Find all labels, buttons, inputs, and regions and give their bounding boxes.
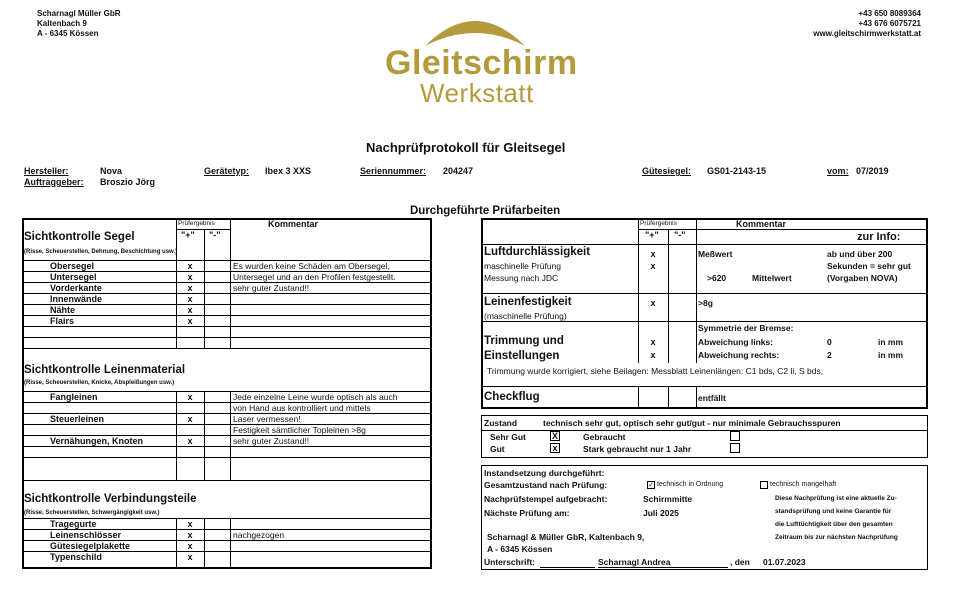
luft-line2: Messung nach JDC bbox=[484, 273, 559, 283]
geraetetyp-value: Ibex 3 XXS bbox=[265, 166, 312, 176]
item-name: Innenwände bbox=[50, 294, 103, 304]
item-name: Tragegurte bbox=[50, 519, 97, 529]
vom-value: 07/2019 bbox=[856, 166, 889, 176]
item-result: x bbox=[187, 305, 193, 315]
website: www.gleitschirmwerkstatt.at bbox=[813, 29, 921, 38]
trimm-links: Abweichung links: bbox=[698, 337, 774, 347]
luft-info3: (Vorgaben NOVA) bbox=[827, 273, 898, 283]
item-name: Fangleinen bbox=[50, 392, 98, 402]
item-name: Obersegel bbox=[50, 261, 95, 271]
right-plus-header: "+" bbox=[645, 230, 659, 240]
gut-checkbox[interactable]: x bbox=[550, 443, 560, 453]
left-minus-header: "-" bbox=[209, 230, 221, 240]
check-val: entfällt bbox=[698, 393, 726, 403]
item-name: Leinenschlösser bbox=[50, 530, 122, 540]
next-value: Juli 2025 bbox=[643, 508, 679, 518]
item-name: Steuerleinen bbox=[50, 414, 105, 424]
trimm-links-val: 0 bbox=[827, 337, 832, 347]
left-kommentar-header: Kommentar bbox=[268, 219, 319, 229]
left-plus-header: "+" bbox=[181, 230, 195, 240]
next-label: Nächste Prüfung am: bbox=[484, 508, 570, 518]
item-comment: Laser vermessen! bbox=[233, 414, 301, 424]
zustand-stark: Stark gebraucht nur 1 Jahr bbox=[583, 444, 692, 454]
segel-subtitle: (Risse, Scheuerstellen, Dehnung, Beschichtung usw.) bbox=[24, 249, 178, 255]
ort: A - 6345 Kössen bbox=[487, 544, 553, 554]
trimm-title1: Trimmung und bbox=[484, 335, 564, 347]
note-line3: die Lufttüchtigkeit über den gesamten bbox=[775, 521, 893, 528]
luft-x2: x bbox=[650, 261, 656, 271]
item-result: x bbox=[187, 436, 193, 446]
instand-title: Instandsetzung durchgeführt: bbox=[484, 468, 605, 478]
item-result: x bbox=[187, 261, 193, 271]
zustand-gebraucht: Gebraucht bbox=[583, 432, 626, 442]
trimm-unit-1: in mm bbox=[878, 337, 904, 347]
trimm-unit-2: in mm bbox=[878, 350, 904, 360]
firma: Scharnagl & Müller GbR, Kaltenbach 9, bbox=[487, 532, 645, 542]
ok-label: technisch in Ordnung bbox=[657, 481, 724, 488]
hersteller-label: Hersteller: bbox=[24, 166, 69, 176]
ok-checkbox[interactable]: ✓ bbox=[648, 482, 654, 489]
item-result: x bbox=[187, 392, 193, 402]
festig-sub: (maschinelle Prüfung) bbox=[484, 311, 567, 321]
right-minus-header: "-" bbox=[674, 230, 686, 240]
guete-label: Gütesiegel: bbox=[642, 166, 692, 176]
phone-1: +43 650 8089364 bbox=[858, 9, 921, 18]
segel-title: Sichtkontrolle Segel bbox=[24, 231, 135, 243]
logo-line-1: Gleitschirm bbox=[385, 44, 578, 82]
item-result: x bbox=[187, 272, 193, 282]
item-comment: nachgezogen bbox=[233, 530, 285, 540]
trimm-x1: x bbox=[650, 337, 656, 347]
page-title: Nachprüfprotokoll für Gleitsegel bbox=[366, 140, 566, 155]
zustand-desc: technisch sehr gut, optisch sehr gut/gut - nur minimale Gebrauchsspuren bbox=[543, 418, 841, 428]
luft-messwert: Meßwert bbox=[698, 249, 733, 259]
sehrgut-checkbox[interactable]: X bbox=[551, 431, 558, 441]
note-line4: Zeitraum bis zur nächsten Nachprüfung bbox=[775, 534, 898, 541]
info-header: zur Info: bbox=[857, 231, 901, 243]
note-line2: standsprüfung und keine Garantie für bbox=[775, 508, 892, 515]
festig-val: >8g bbox=[698, 298, 713, 308]
item-comment: sehr guter Zustand!! bbox=[233, 436, 310, 446]
trimm-rechts-val: 2 bbox=[827, 350, 832, 360]
item-result: x bbox=[187, 530, 193, 540]
item-comment: Jede einzelne Leine wurde optisch als auch bbox=[233, 392, 398, 402]
serien-value: 204247 bbox=[443, 166, 474, 176]
trimm-x2: x bbox=[650, 350, 656, 360]
item-name: Typenschild bbox=[50, 552, 102, 562]
luft-mittelwert: Mittelwert bbox=[752, 273, 792, 283]
luft-info1: ab und über 200 bbox=[827, 249, 893, 259]
stark-checkbox[interactable] bbox=[730, 443, 740, 453]
luft-x1: x bbox=[650, 249, 656, 259]
item-result: x bbox=[187, 283, 193, 293]
item-name: Nähte bbox=[50, 305, 76, 315]
note-line1: Diese Nachprüfung ist eine aktuelle Zu- bbox=[775, 495, 897, 502]
den-label: , den bbox=[730, 557, 750, 567]
vom-label: vom: bbox=[827, 166, 849, 176]
trimm-note: Trimmung wurde korrigiert, siehe Beilagen: Messblatt Leinenlängen: C1 bds, C2 li, S bds; bbox=[487, 366, 824, 376]
luft-line1: maschinelle Prüfung bbox=[484, 261, 562, 271]
item-comment: von Hand aus kontrolliert und mittels bbox=[233, 403, 371, 413]
mangel-checkbox[interactable] bbox=[760, 481, 768, 489]
item-result: x bbox=[187, 552, 193, 562]
item-name: Vorderkante bbox=[50, 283, 102, 293]
hersteller-value: Nova bbox=[100, 166, 123, 176]
guete-value: GS01-2143-15 bbox=[707, 166, 767, 176]
item-result: x bbox=[187, 414, 193, 424]
item-result: x bbox=[187, 519, 193, 529]
section-title: Durchgeführte Prüfarbeiten bbox=[410, 205, 561, 217]
luft-wert: >620 bbox=[707, 273, 727, 283]
leinen-subtitle: (Risse, Scheuerstellen, Knicke, Abspleißungen usw.) bbox=[24, 380, 175, 386]
item-name: Gütesiegelplakette bbox=[50, 541, 131, 551]
unterschrift-label: Unterschrift: bbox=[484, 557, 536, 567]
auftraggeber-value: Broszio Jörg bbox=[100, 177, 156, 187]
luft-title: Luftdurchlässigkeit bbox=[484, 246, 591, 258]
mangel-label: technisch mangelhaft bbox=[770, 481, 837, 488]
gebraucht-checkbox[interactable] bbox=[730, 431, 740, 441]
luft-info2: Sekunden = sehr gut bbox=[827, 261, 911, 271]
trimm-rechts: Abweichung rechts: bbox=[698, 350, 780, 360]
trimm-title2: Einstellungen bbox=[484, 350, 560, 362]
festig-title: Leinenfestigkeit bbox=[484, 296, 572, 308]
logo-line-2: Werkstatt bbox=[420, 78, 534, 108]
item-name: Untersegel bbox=[50, 272, 97, 282]
right-pruef-label: Prüfergebnis bbox=[640, 220, 677, 227]
item-comment: sehr guter Zustand!! bbox=[233, 283, 310, 293]
leinen-title: Sichtkontrolle Leinenmaterial bbox=[24, 364, 186, 376]
item-comment: Es wurden keine Schäden am Obersegel, bbox=[233, 261, 390, 271]
item-comment: Untersegel und an den Profilen festgestellt. bbox=[233, 272, 396, 282]
phone-2: +43 676 6075721 bbox=[858, 19, 921, 28]
item-result: x bbox=[187, 541, 193, 551]
festig-x: x bbox=[650, 298, 656, 308]
datum: 01.07.2023 bbox=[763, 557, 806, 567]
item-name: Flairs bbox=[50, 316, 75, 326]
gesamt-label: Gesamtzustand nach Prüfung: bbox=[484, 480, 608, 490]
verbind-subtitle: (Risse, Scheuerstellen, Schwergängigkeit usw.) bbox=[24, 510, 160, 516]
item-result: x bbox=[187, 316, 193, 326]
item-comment: Festigkeit sämtlicher Topleinen >8g bbox=[233, 425, 366, 435]
zustand-gut: Gut bbox=[490, 444, 505, 454]
zustand-label: Zustand bbox=[484, 418, 518, 428]
item-result: x bbox=[187, 294, 193, 304]
left-pruef-label: Prüfergebnis bbox=[178, 220, 215, 227]
zustand-sehrgut: Sehr Gut bbox=[490, 432, 526, 442]
item-name: Vernähungen, Knoten bbox=[50, 436, 144, 446]
stempel-label: Nachprüfstempel aufgebracht: bbox=[484, 494, 608, 504]
company-city: A - 6345 Kössen bbox=[37, 29, 99, 38]
company-street: Kaltenbach 9 bbox=[37, 19, 87, 28]
trimm-sym: Symmetrie der Bremse: bbox=[698, 323, 794, 333]
right-kommentar-header: Kommentar bbox=[736, 219, 787, 229]
company-name: Scharnagl Müller GbR bbox=[37, 9, 121, 18]
serien-label: Seriennummer: bbox=[360, 166, 427, 176]
unterschrift-name: Scharnagl Andrea bbox=[598, 557, 671, 567]
stempel-value: Schirmmitte bbox=[643, 494, 693, 504]
verbind-title: Sichtkontrolle Verbindungsteile bbox=[24, 493, 197, 505]
auftraggeber-label: Auftraggeber: bbox=[24, 177, 84, 187]
geraetetyp-label: Gerätetyp: bbox=[204, 166, 250, 176]
check-title: Checkflug bbox=[484, 391, 540, 403]
